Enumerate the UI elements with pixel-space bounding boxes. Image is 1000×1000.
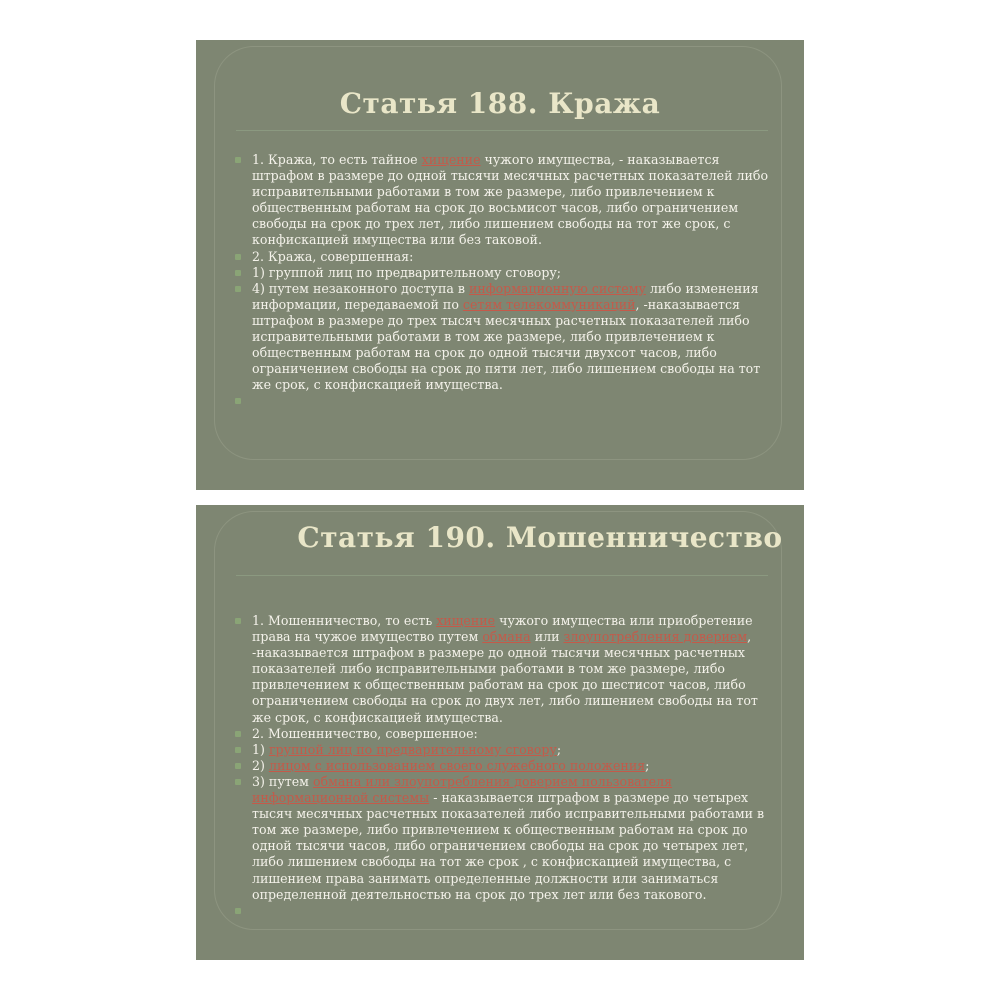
bullet-paragraph bbox=[234, 152, 776, 249]
link-telecom-networks[interactable]: сетям телекоммуникаций bbox=[462, 296, 636, 312]
text: 2) bbox=[252, 757, 269, 773]
text: 1) группой лиц по предварительному сговору; bbox=[252, 264, 562, 280]
link-hishchenie[interactable]: хищение bbox=[421, 152, 481, 167]
text: ; bbox=[645, 757, 650, 773]
link-abuse-of-trust[interactable]: злоупотребления доверием bbox=[563, 629, 748, 645]
text: 4) путем незаконного доступа в bbox=[252, 280, 469, 296]
link-hishchenie[interactable]: хищение bbox=[436, 613, 496, 628]
empty-bullet bbox=[234, 903, 776, 919]
text: или bbox=[530, 629, 564, 645]
text: , -наказывается штрафом в размере до одной тысячи месячных расчетных показателей либо исправительными работами в том же размере, либо привлечением к общественным работам на срок до шестисот часов, либо ограничением свободы на срок до двух лет, либо лишением свободы на тот же срок, с конфискацией имущества. bbox=[252, 629, 758, 725]
empty-bullet bbox=[234, 393, 776, 409]
bullet-paragraph bbox=[234, 265, 776, 281]
slide-title: Статья 188. Кража bbox=[339, 87, 661, 120]
text: ; bbox=[556, 741, 562, 757]
slide-article-188 bbox=[196, 40, 804, 490]
text: 1. Кража, то есть тайное bbox=[252, 152, 422, 167]
bullet-paragraph bbox=[234, 726, 776, 742]
bullet-paragraph bbox=[234, 281, 776, 394]
bullet-paragraph bbox=[234, 758, 776, 774]
bullet-paragraph bbox=[234, 742, 776, 758]
slide-body bbox=[234, 613, 776, 919]
text: 2. Кража, совершенная: bbox=[252, 248, 414, 264]
bullet-paragraph bbox=[234, 774, 776, 903]
text: 2. Мошенничество, совершенное: bbox=[252, 725, 478, 741]
link-group-conspiracy[interactable]: группой лиц по предварительному сговору bbox=[268, 741, 557, 757]
text: 1) bbox=[252, 741, 269, 757]
slide-title: Статья 190. Мошенничество bbox=[297, 521, 783, 554]
title-divider bbox=[236, 130, 768, 131]
link-obman[interactable]: обмана bbox=[482, 629, 531, 645]
bullet-paragraph bbox=[234, 249, 776, 265]
text: 1. Мошенничество, то есть bbox=[252, 613, 437, 628]
link-official-position[interactable]: лицом с использованием своего служебного положения bbox=[268, 757, 646, 773]
link-info-system-user[interactable]: обмана или злоупотребления доверием пользователя информационной системы bbox=[252, 773, 673, 806]
bullet-paragraph bbox=[234, 613, 776, 726]
text: чужого имущества, - наказывается штрафом в размере до одной тысячи месячных расчетных показателей либо исправительными работами в том же размере, либо привлечением к общественным работам на срок до восьмисот часов, либо ограничением свободы на срок до трех лет, либо лишением свободы на тот же срок, с конфискацией имущества или без таковой. bbox=[252, 152, 769, 248]
text: - наказывается штрафом в размере до четырех тысяч месячных расчетных показателей либо исправительными работами в том же размере, либо привлечением к общественным работам на срок до одной тысячи часов, либо ограничением свободы на срок до четырех лет, либо лишением свободы на тот же срок , с конфискацией имущества, с лишением права занимать определенные должности или заниматься определенной деятельностью на срок до трех лет или без такового. bbox=[252, 790, 765, 902]
text: чужого имущества или приобретение права на чужое имущество путем bbox=[252, 613, 753, 645]
title-divider bbox=[236, 575, 768, 576]
slide-body bbox=[234, 152, 776, 410]
text: либо изменения информации, передаваемой по bbox=[252, 280, 759, 312]
slide-article-190 bbox=[196, 505, 804, 960]
link-information-system[interactable]: информационную систему bbox=[468, 280, 646, 296]
text: , -наказывается штрафом в размере до трех тысяч месячных расчетных показателей либо исправительными работами в том же размере, либо привлечением к общественным работам на срок до одной тысячи двухсот часов, либо ограничением свободы на срок до пяти лет, либо лишением свободы на тот же срок, с конфискацией имущества. bbox=[252, 296, 761, 393]
text: 3) путем bbox=[252, 773, 313, 789]
